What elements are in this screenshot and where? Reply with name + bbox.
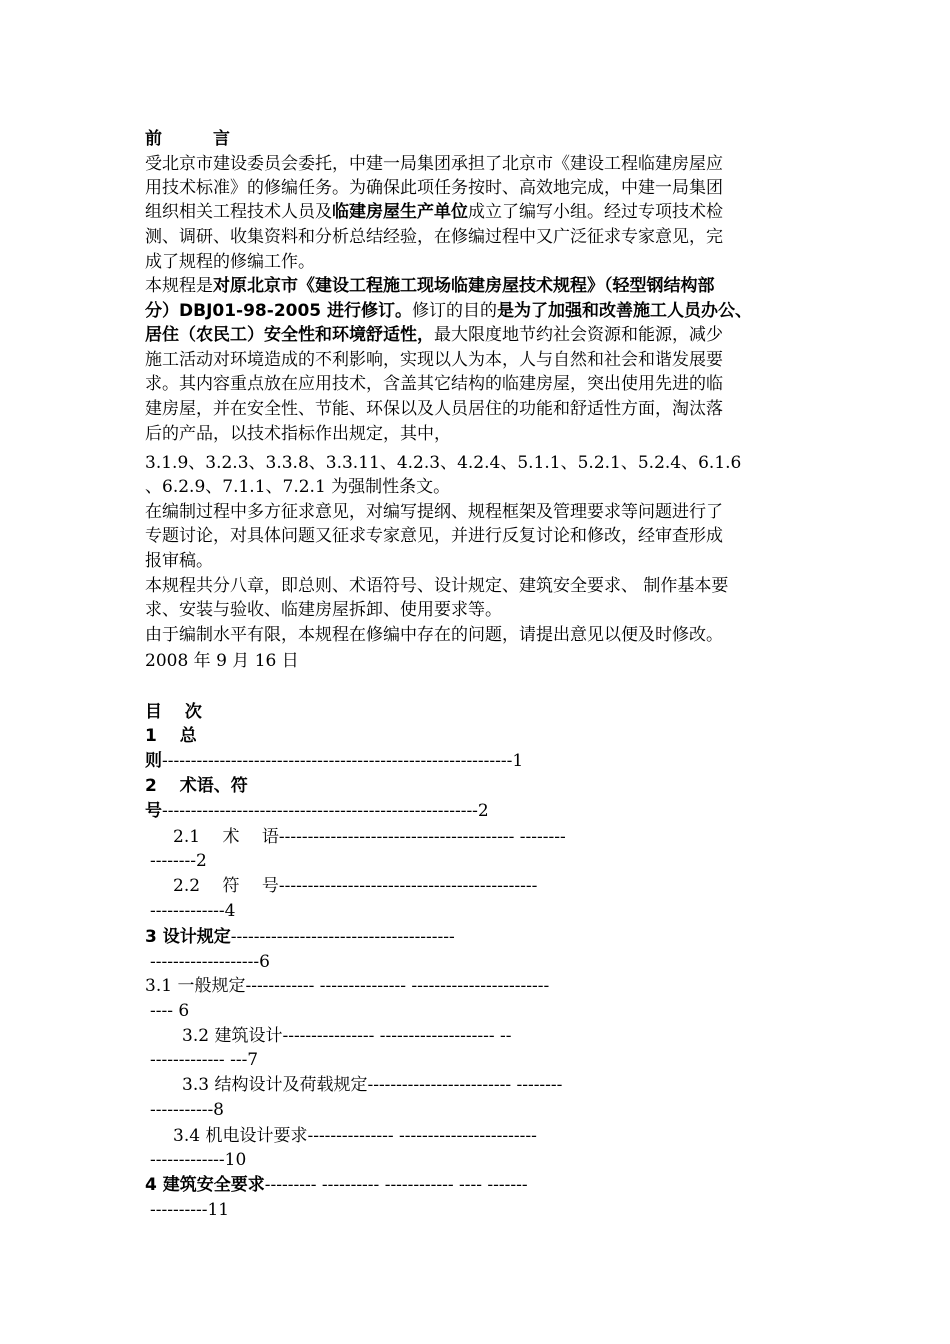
- preface-line: 专题讨论，对具体问题又征求专家意见，并进行反复讨论和修改，经审查形成: [145, 526, 723, 546]
- toc-entry[interactable]: 则-------------------------------------------------------------1: [145, 751, 524, 771]
- toc-entry-label: 1 总: [145, 726, 197, 746]
- preface-line: 、6.2.9、7.1.1、7.2.1 为强制性条文。: [145, 477, 451, 497]
- bold-text: 临建房屋生产单位: [332, 202, 468, 222]
- toc-entry[interactable]: 4 建筑安全要求--------- ---------- ------------ ---- -------: [145, 1175, 528, 1195]
- toc-entry-label: 2 术语、符: [145, 776, 248, 796]
- toc-entry[interactable]: 3.3 结构设计及荷载规定------------------------- --------: [182, 1075, 563, 1095]
- preface-line: 居住（农民工）安全性和环境舒适性，最大限度地节约社会资源和能源，减少: [145, 325, 723, 345]
- preface-line: 求。其内容重点放在应用技术，含盖其它结构的临建房屋，突出使用先进的临: [145, 374, 723, 394]
- preface-line: 用技术标准》的修编任务。为确保此项任务按时、高效地完成，中建一局集团: [145, 178, 723, 198]
- toc-entry[interactable]: 2.1 术 语----------------------------------------- --------: [173, 827, 566, 847]
- preface-line: 成了规程的修编工作。: [145, 252, 315, 272]
- toc-entry[interactable]: 3.4 机电设计要求--------------- ------------------------: [173, 1126, 537, 1146]
- preface-line: 在编制过程中多方征求意见，对编写提纲、规程框架及管理要求等问题进行了: [145, 502, 723, 522]
- toc-entry-page: -----------8: [150, 1100, 225, 1120]
- toc-entry-page: ---- 6: [150, 1001, 190, 1021]
- preface-line: 分）DBJ01-98-2005 进行修订。修订的目的是为了加强和改善施工人员办公、: [145, 301, 753, 321]
- toc-entry[interactable]: 2.2 符 号---------------------------------------------: [173, 876, 538, 896]
- preface-line: 施工活动对环境造成的不利影响，实现以人为本，人与自然和社会和谐发展要: [145, 350, 723, 370]
- toc-entry-page: ------------- ---7: [150, 1050, 259, 1070]
- toc-entry-page: -------------------6: [150, 952, 270, 972]
- bold-text: 对原北京市《建设工程施工现场临建房屋技术规程》（轻型钢结构部: [213, 276, 715, 296]
- preface-line: 后的产品，以技术指标作出规定，其中，: [145, 424, 451, 444]
- preface-line: 测、调研、收集资料和分析总结经验，在修编过程中又广泛征求专家意见，完: [145, 227, 723, 247]
- preface-date: 2008 年 9 月 16 日: [145, 651, 299, 671]
- toc-entry[interactable]: 号-------------------------------------------------------2: [145, 801, 489, 821]
- preface-line: 本规程共分八章，即总则、术语符号、设计规定、建筑安全要求、 制作基本要: [145, 576, 729, 596]
- preface-line: 建房屋，并在安全性、节能、环保以及人员居住的功能和舒适性方面，淘汰落: [145, 399, 723, 419]
- toc-entry[interactable]: 3.1 一般规定------------ --------------- ------------------------: [145, 976, 550, 996]
- toc-heading: 目 次: [145, 702, 202, 722]
- preface-line: 组织相关工程技术人员及临建房屋生产单位成立了编写小组。经过专项技术检: [145, 202, 723, 222]
- preface-heading: 前 言: [145, 129, 230, 149]
- toc-entry-page: -------------10: [150, 1150, 247, 1170]
- toc-entry-page: -------------4: [150, 901, 236, 921]
- preface-line: 3.1.9、3.2.3、3.3.8、3.3.11、4.2.3、4.2.4、5.1.1、5.2.1、5.2.4、6.1.6: [145, 453, 742, 473]
- preface-line: 由于编制水平有限，本规程在修编中存在的问题，请提出意见以便及时修改。: [145, 625, 723, 645]
- preface-line: 受北京市建设委员会委托，中建一局集团承担了北京市《建设工程临建房屋应: [145, 154, 723, 174]
- toc-entry[interactable]: 3.2 建筑设计---------------- -------------------- --: [182, 1026, 512, 1046]
- preface-line: 求、安装与验收、临建房屋拆卸、使用要求等。: [145, 600, 502, 620]
- toc-entry[interactable]: 3 设计规定---------------------------------------: [145, 927, 455, 947]
- preface-line: 本规程是对原北京市《建设工程施工现场临建房屋技术规程》（轻型钢结构部: [145, 276, 715, 296]
- bold-text: 居住（农民工）安全性和环境舒适性，: [145, 325, 434, 345]
- toc-entry-page: ----------11: [150, 1200, 230, 1220]
- preface-line: 报审稿。: [145, 551, 213, 571]
- toc-entry-page: --------2: [150, 851, 207, 871]
